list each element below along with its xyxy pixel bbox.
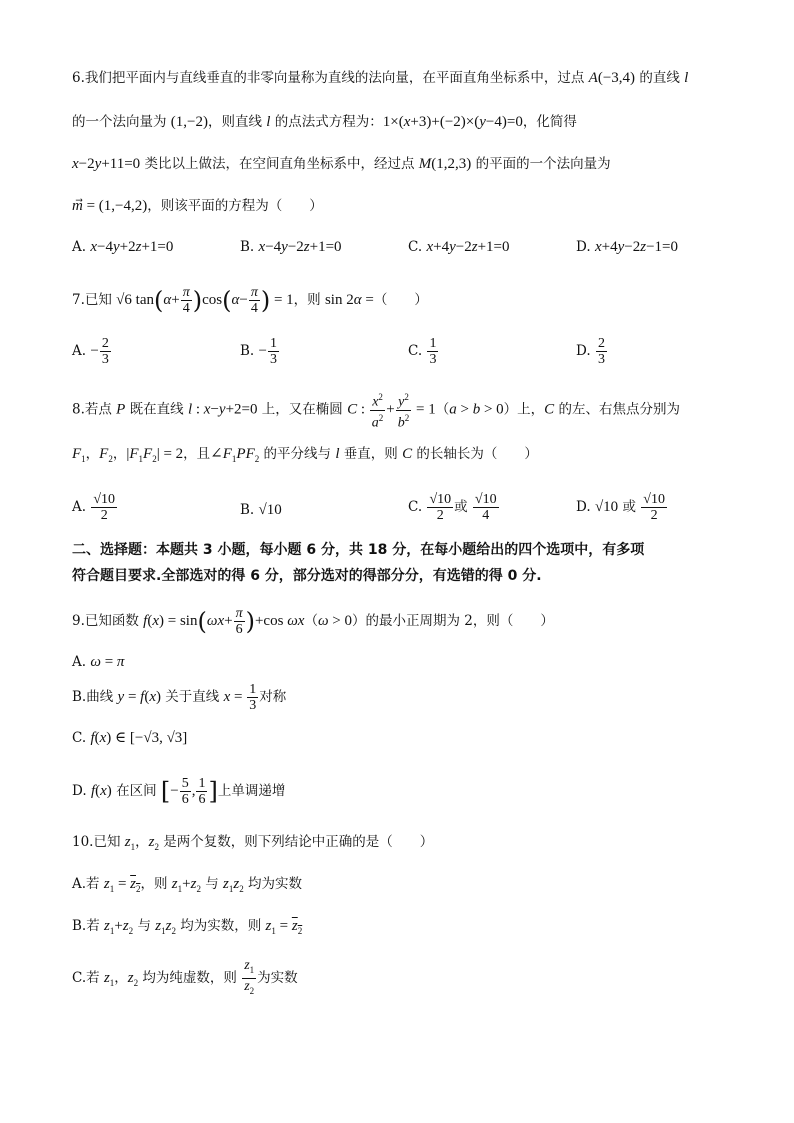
q9-option-b: B.曲线 y = f(x) 关于直线 x = $\frac{1}{3}$ 对称 xyxy=(72,682,287,713)
q8-option-c: C. $\frac{√10}{2}$ 或 $\frac{√10}{4}$ xyxy=(408,492,497,523)
q10-option-a: A.若 $z_1 = z_2$，则 $z_1+z_2$ 与 $z_1z_2$ 均为实数 xyxy=(72,876,303,894)
section2-heading-line1: 二、选择题：本题共 3 小题，每小题 6 分，共 18 分，在每小题给出的四个选项中，有多项 xyxy=(72,542,645,558)
q6-stem-line3: x−2y+11=0 类比以上做法，在空间直角坐标系中，经过点 M(1,2,3) 的平面的一个法向量为 xyxy=(72,156,611,172)
q6-option-b: B. x−4y−2z+1=0 xyxy=(240,239,342,255)
q6-stem-line2: 的一个法向量为 (1,−2)，则直线 l 的点法式方程为：1×(x+3)+(−2)×(y−4)=0，化简得 xyxy=(72,114,577,130)
q7-option-d: D. $\frac{2}{3}$ xyxy=(576,336,605,367)
q8-stem-line2: $F_1$，$F_2$，$|F_1F_2| = 2$，且$\angle F_1PF_2$ 的平分线与 l 垂直，则 C 的长轴长为（ ） xyxy=(72,446,538,464)
q7-option-c: C. $\frac{1}{3}$ xyxy=(408,336,437,367)
q8-option-a: A. $\frac{√10}{2}$ xyxy=(72,492,116,523)
q7-option-b: B. − $\frac{1}{3}$ xyxy=(240,336,277,367)
q9-option-a: A. ω = π xyxy=(72,654,125,670)
q9-option-c: C. f(x) ∈ [−√3, √3] xyxy=(72,730,188,746)
q8-stem-line1: 8.若点 P 既在直线 l : x−y+2=0 上，又在椭圆 C : $\frac{x^2}{a^2}$ + $\frac{y^2}{b^2}$ = 1（a > b > 0）上，C 的左、右焦点分别为 xyxy=(72,392,680,431)
q9-stem: 9.已知函数 f(x) = sin(ωx+ $\frac{\pi}{6}$ )+cos ωx（ω > 0）的最小正周期为 2，则（ ） xyxy=(72,606,554,637)
q8-option-b: B. √10 xyxy=(240,502,282,518)
q7-option-a: A. − $\frac{2}{3}$ xyxy=(72,336,109,367)
q10-option-c: C.若 $z_1$，$z_2$ 均为纯虚数，则 $\frac{z_1}{z_2}$ 为实数 xyxy=(72,958,298,996)
q9-option-d: D. f(x) 在区间 [− $\frac{5}{6}$ , $\frac{1}{6}$ ]上单调递增 xyxy=(72,776,286,807)
q6-option-c: C. x+4y−2z+1=0 xyxy=(408,239,510,255)
q10-stem: 10.已知 $z_1$，$z_2$ 是两个复数，则下列结论中正确的是（ ） xyxy=(72,834,434,852)
q10-option-b: B.若 $z_1+z_2$ 与 $z_1z_2$ 均为实数，则 $z_1 = z_2$ xyxy=(72,918,303,936)
section2-heading-line2: 符合题目要求.全部选对的得 6 分，部分选对的得部分分，有选错的得 0 分. xyxy=(72,568,542,584)
q6-option-d: D. x+4y−2z−1=0 xyxy=(576,239,678,255)
q6-stem-line4: m⃗ = (1,−4,2)，则该平面的方程为（ ） xyxy=(72,198,323,214)
q8-option-d: D. √10 或 $\frac{√10}{2}$ xyxy=(576,492,665,523)
q7-stem: 7.已知 √6 tan(α+ $\frac{\pi}{4}$ )cos(α− $\frac{\pi}{4}$ ) = 1，则 sin 2α =（ ） xyxy=(72,285,428,316)
q6-option-a: A. x−4y+2z+1=0 xyxy=(72,239,174,255)
q6-stem-line1: 6.我们把平面内与直线垂直的非零向量称为直线的法向量，在平面直角坐标系中，过点 A(−3,4) 的直线 l xyxy=(72,70,689,86)
